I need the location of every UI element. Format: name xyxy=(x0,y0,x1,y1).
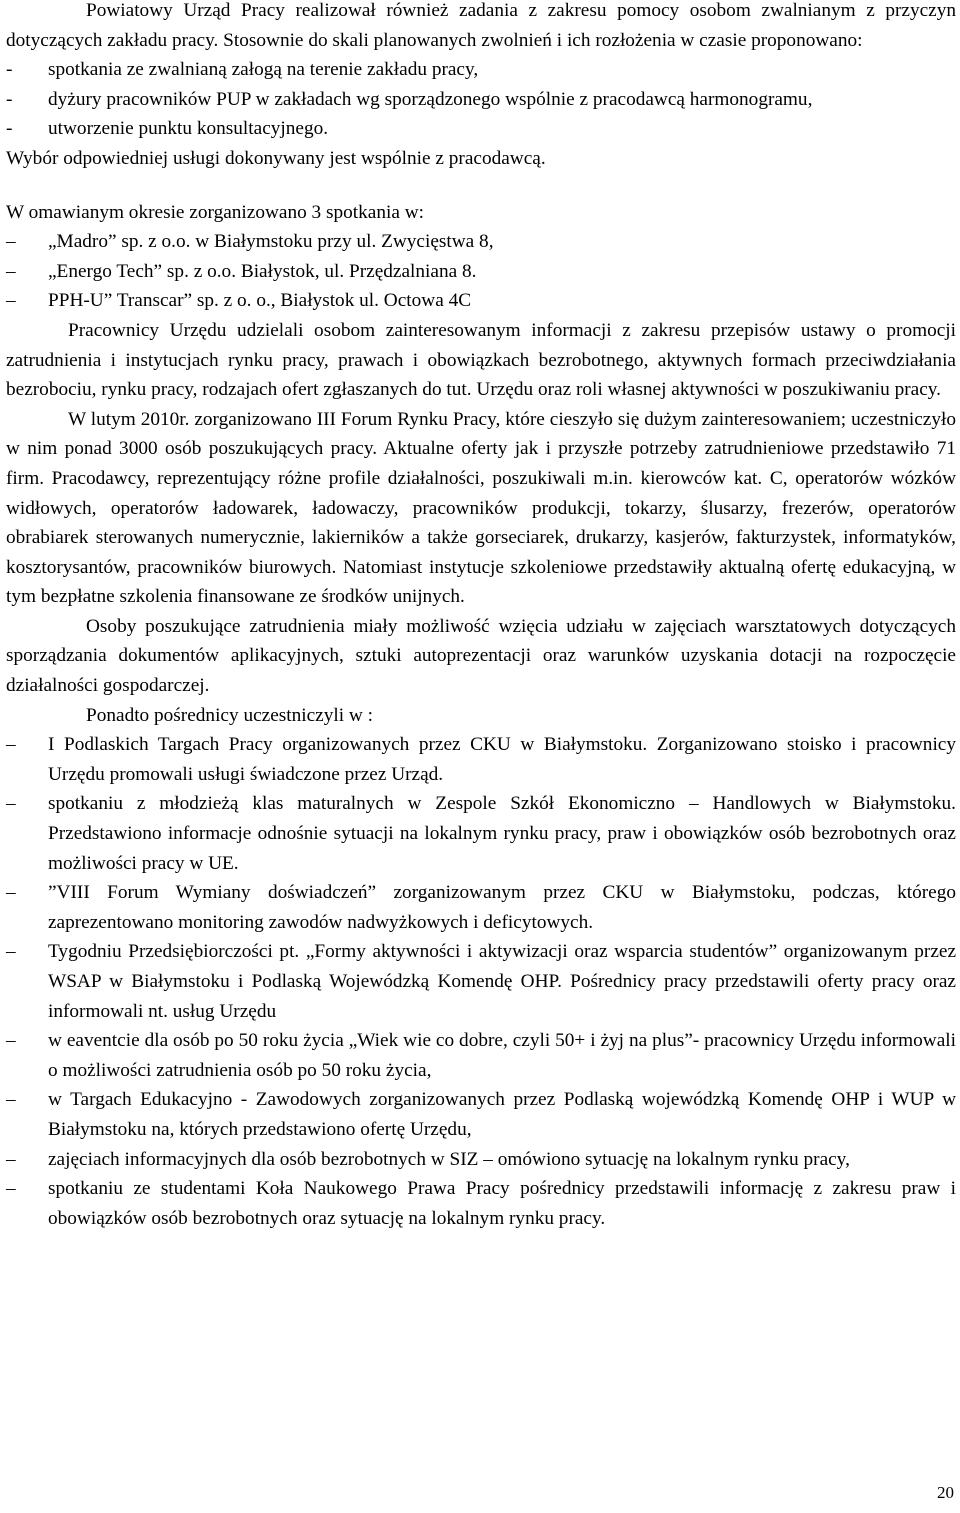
list-item-text: w Targach Edukacyjno - Zawodowych zorganizowanych przez Podlaską wojewódzką Komendę OHP i WUP w Białymstoku na, których przedstawiono ofertę Urzędu, xyxy=(48,1089,956,1140)
list-item xyxy=(6,1026,956,1085)
list-item-text: I Podlaskich Targach Pracy organizowanych przez CKU w Białymstoku. Zorganizowano stoisko i pracownicy Urzędu promowali usługi świadczone przez Urząd. xyxy=(48,734,956,785)
list-item xyxy=(6,257,956,287)
paragraph-gap xyxy=(6,174,956,198)
intermediaries-paragraph: Ponadto pośrednicy uczestniczyli w : xyxy=(86,704,374,726)
dash-marker: – xyxy=(6,290,16,312)
list-item xyxy=(6,878,956,937)
dash-marker: – xyxy=(6,1089,16,1111)
page-number: 20 xyxy=(937,1483,954,1502)
hyphen-marker: - xyxy=(6,59,13,81)
list-item-text: utworzenie punktu konsultacyjnego. xyxy=(48,118,329,140)
choice-sentence: Wybór odpowiedniej usługi dokonywany jest wspólnie z pracodawcą. xyxy=(6,147,546,169)
intro-paragraph: Powiatowy Urząd Pracy realizował również zadania z zakresu pomocy osobom zwalnianym z przyczyn dotyczących zakładu pracy. Stosownie do skali planowanych zwolnień i ich rozłożenia w czasie proponowano: xyxy=(6,0,956,51)
list-item xyxy=(6,937,956,1026)
dash-marker: – xyxy=(6,260,16,282)
proposal-list xyxy=(6,55,956,144)
list-item-text: „Energo Tech” sp. z o.o. Białystok, ul. Przędzalniana 8. xyxy=(48,260,477,282)
list-item xyxy=(6,55,956,85)
list-item-text: spotkaniu z młodzieżą klas maturalnych w Zespole Szkół Ekonomiczno – Handlowych w Białymstoku. Przedstawiono informacje odnośnie sytuacji na lokalnym rynku pracy, praw i obowiązków osób bezrobotnych oraz możliwości pracy w UE. xyxy=(48,793,956,874)
workshops-paragraph: Osoby poszukujące zatrudnienia miały możliwość wzięcia udziału w zajęciach warsztatowych dotyczących sporządzania dokumentów aplikacyjnych, sztuki autoprezentacji oraz warunków uzyskania dotacji na rozpoczęcie działalności gospodarczej. xyxy=(6,615,956,697)
dash-marker: – xyxy=(6,1178,16,1200)
dash-marker: – xyxy=(6,1148,16,1170)
dash-marker: – xyxy=(6,231,16,253)
list-item xyxy=(6,286,956,316)
list-item xyxy=(6,1085,956,1144)
document-page xyxy=(6,0,956,1233)
hyphen-marker: - xyxy=(6,88,13,110)
list-item xyxy=(6,1174,956,1233)
meetings-list xyxy=(6,227,956,316)
list-item xyxy=(6,1145,956,1175)
list-item xyxy=(6,730,956,789)
events-list xyxy=(6,730,956,1233)
list-item xyxy=(6,114,956,144)
list-item-text: dyżury pracowników PUP w zakładach wg sporządzonego wspólnie z pracodawcą harmonogramu, xyxy=(48,88,813,110)
list-item-text: zajęciach informacyjnych dla osób bezrobotnych w SIZ – omówiono sytuację na lokalnym rynku pracy, xyxy=(48,1148,850,1170)
list-item xyxy=(6,227,956,257)
list-item-text: „Madro” sp. z o.o. w Białymstoku przy ul. Zwycięstwa 8, xyxy=(48,231,494,253)
dash-marker: – xyxy=(6,882,16,904)
info-paragraph: Pracownicy Urzędu udzielali osobom zainteresowanym informacji z zakresu przepisów ustawy o promocji zatrudnienia i instytucjach rynku pracy, prawach i obowiązkach bezrobotnego, aktywnych formach przeciwdziałania bezrobociu, rynku pracy, rodzajach ofert zgłaszanych do tut. Urzędu oraz roli własnej aktywności w poszukiwaniu pracy. xyxy=(6,319,956,401)
dash-marker: – xyxy=(6,793,16,815)
list-item-text: w eaventcie dla osób po 50 roku życia „Wiek wie co dobre, czyli 50+ i żyj na plus”- pracownicy Urzędu informowali o możliwości zatrudnienia osób po 50 roku życia, xyxy=(48,1030,956,1081)
hyphen-marker: - xyxy=(6,118,13,140)
dash-marker: – xyxy=(6,734,16,756)
list-item-text: Tygodniu Przedsiębiorczości pt. „Formy aktywności i aktywizacji oraz wsparcia studentów” organizowanym przez WSAP w Białymstoku i Podlaską Wojewódzką Komendę OHP. Pośrednicy pracy przedstawili oferty pracy oraz informowali nt. usług Urzędu xyxy=(48,941,956,1022)
list-item xyxy=(6,789,956,878)
list-item-text: ”VIII Forum Wymiany doświadczeń” zorganizowanym przez CKU w Białymstoku, podczas, którego zaprezentowano monitoring zawodów nadwyżkowych i deficytowych. xyxy=(48,882,956,933)
forum-paragraph: W lutym 2010r. zorganizowano III Forum Rynku Pracy, które cieszyło się dużym zainteresowaniem; uczestniczyło w nim ponad 3000 osób poszukujących pracy. Aktualne oferty jak i przyszłe potrzeby zatrudnieniowe przedstawiło 71 firm. Pracodawcy, reprezentujący różne profile działalności, poszukiwali m.in. kierowców kat. C, operatorów wózków widłowych, operatorów ładowarek, ładowaczy, pracowników produkcji, tokarzy, ślusarzy, frezerów, operatorów obrabiarek sterowanych numerycznie, lakierników a także gorseciarek, drukarzy, kasjerów, fakturzystek, informatyków, kosztorysantów, pracowników biurowych. Natomiast instytucje szkoleniowe przedstawiły aktualną ofertę edukacyjną, w tym bezpłatne szkolenia finansowane ze środków unijnych. xyxy=(6,408,956,608)
list-item xyxy=(6,85,956,115)
dash-marker: – xyxy=(6,1030,16,1052)
list-item-text: spotkaniu ze studentami Koła Naukowego Prawa Pracy pośrednicy przedstawili informację z zakresu praw i obowiązków osób bezrobotnych oraz sytuację na lokalnym rynku pracy. xyxy=(48,1178,956,1229)
dash-marker: – xyxy=(6,941,16,963)
meetings-heading: W omawianym okresie zorganizowano 3 spotkania w: xyxy=(6,201,425,223)
list-item-text: PPH-U” Transcar” sp. z o. o., Białystok ul. Octowa 4C xyxy=(48,290,472,312)
list-item-text: spotkania ze zwalnianą załogą na terenie zakładu pracy, xyxy=(48,59,479,81)
